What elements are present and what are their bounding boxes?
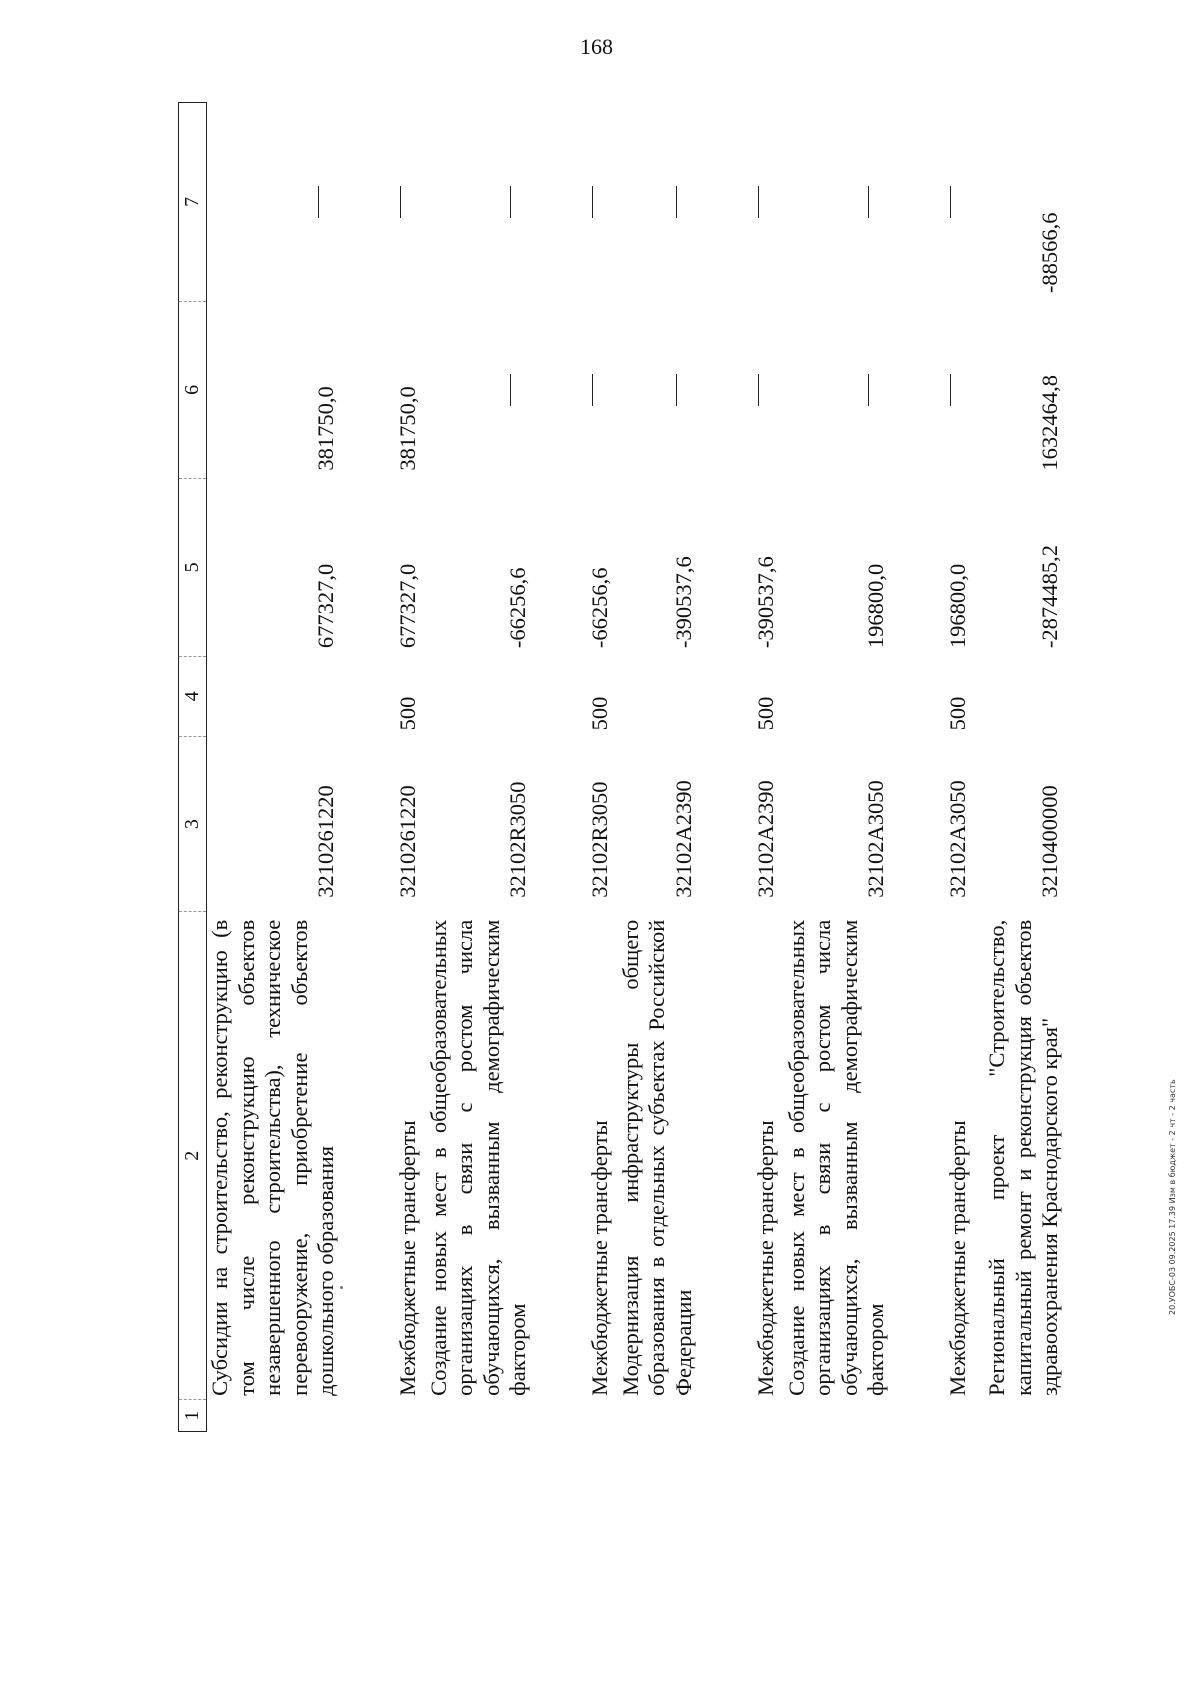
dash-mark bbox=[950, 374, 951, 406]
row-vr: 500 bbox=[395, 696, 421, 731]
row-code: 32102A3050 bbox=[945, 780, 971, 898]
row-vr bbox=[426, 656, 536, 736]
row-col5: 677327,0 bbox=[395, 563, 421, 649]
dash-mark bbox=[592, 186, 593, 218]
table-row bbox=[426, 103, 536, 1432]
row-code: 3210261220 bbox=[395, 785, 421, 898]
header-cell: 7 bbox=[179, 103, 207, 302]
table-row bbox=[344, 103, 426, 1432]
table-row bbox=[784, 103, 894, 1432]
row-description: Создание новых мест в общеобразовательных организациях в связи с ростом числа обучающихся, вызванным демографическим фактором bbox=[783, 919, 889, 1396]
row-col7 bbox=[784, 103, 894, 302]
header-cell: 5 bbox=[179, 479, 207, 656]
row-description: Межбюджетные трансферты bbox=[395, 1120, 421, 1396]
dash-mark bbox=[868, 186, 869, 218]
row-col6: 1632464,8 bbox=[1037, 375, 1063, 471]
table-row bbox=[618, 103, 702, 1432]
header-cell: 6 bbox=[179, 301, 207, 478]
header-row bbox=[179, 103, 207, 1432]
row-col7 bbox=[344, 103, 426, 302]
row-col6: 381750,0 bbox=[395, 386, 421, 471]
row-col5: 196800,0 bbox=[945, 563, 971, 649]
footer-stamp: 20.УОБС-03 09.2025 17.39 Изм в бюджет - 2 чт - 2 часть bbox=[1168, 1079, 1177, 1315]
table-row bbox=[894, 103, 976, 1432]
row-vr bbox=[618, 656, 702, 736]
row-col6 bbox=[784, 301, 894, 478]
dash-mark bbox=[592, 374, 593, 406]
row-col7 bbox=[894, 103, 976, 302]
row-description: Модернизация инфраструктуры общего образования в отдельных субъектах Российской Федерации bbox=[617, 919, 697, 1396]
row-col7 bbox=[702, 103, 784, 302]
row-col5: 196800,0 bbox=[863, 563, 889, 649]
header-cell: 3 bbox=[179, 736, 207, 911]
header-cell: 2 bbox=[179, 912, 207, 1400]
row-col5: -2874485,2 bbox=[1037, 544, 1063, 649]
row-col5: -66256,6 bbox=[505, 567, 531, 649]
table-row bbox=[207, 103, 344, 1432]
budget-table-rotated bbox=[178, 102, 1063, 1432]
row-col7 bbox=[207, 103, 344, 302]
row-vr: 500 bbox=[945, 696, 971, 731]
row-col7 bbox=[536, 103, 618, 302]
dash-mark bbox=[676, 186, 677, 218]
row-col7 bbox=[426, 103, 536, 302]
dash-mark bbox=[758, 374, 759, 406]
row-col6 bbox=[536, 301, 618, 478]
row-col6 bbox=[894, 301, 976, 478]
dash-mark bbox=[758, 186, 759, 218]
page-number: 168 bbox=[580, 34, 613, 59]
row-vr bbox=[784, 656, 894, 736]
row-code: 32102A2390 bbox=[753, 780, 779, 898]
row-col7 bbox=[618, 103, 702, 302]
row-vr bbox=[976, 656, 1068, 736]
row-col6 bbox=[426, 301, 536, 478]
row-col7: -88566,6 bbox=[1037, 212, 1063, 294]
row-code: 32102A2390 bbox=[671, 780, 697, 898]
row-vr bbox=[207, 656, 344, 736]
row-code: 32102R3050 bbox=[505, 781, 531, 898]
dash-mark bbox=[510, 374, 511, 406]
row-code: 32102A3050 bbox=[863, 780, 889, 898]
dash-mark bbox=[868, 374, 869, 406]
table-row bbox=[976, 103, 1068, 1432]
row-description: Межбюджетные трансферты bbox=[587, 1120, 613, 1396]
scan-speck bbox=[340, 1286, 343, 1289]
header-cell: 1 bbox=[179, 1400, 207, 1432]
dash-mark bbox=[676, 374, 677, 406]
dash-mark bbox=[318, 186, 319, 218]
row-description: Субсидии на строительство, реконструкцию (в том числе реконструкцию объектов незавершенного строительства), техническое перевооружение, приобретение объектов дошкольного образования bbox=[207, 919, 339, 1396]
row-code: 3210261220 bbox=[313, 785, 339, 898]
row-col6: 381750,0 bbox=[313, 386, 339, 471]
row-description: Региональный проект "Строительство, капитальный ремонт и реконструкция объектов здравоохранения Краснодарского края" bbox=[984, 919, 1063, 1396]
row-col6 bbox=[702, 301, 784, 478]
dash-mark bbox=[400, 186, 401, 218]
row-description: Межбюджетные трансферты bbox=[945, 1120, 971, 1396]
row-col5: -66256,6 bbox=[587, 567, 613, 649]
budget-table bbox=[178, 102, 1068, 1432]
table-row bbox=[702, 103, 784, 1432]
row-vr: 500 bbox=[753, 696, 779, 731]
table-row bbox=[536, 103, 618, 1432]
dash-mark bbox=[510, 186, 511, 218]
header-cell: 4 bbox=[179, 656, 207, 736]
row-col6 bbox=[618, 301, 702, 478]
row-code: 32102R3050 bbox=[587, 781, 613, 898]
row-col5: 677327,0 bbox=[313, 563, 339, 649]
row-vr: 500 bbox=[587, 696, 613, 731]
row-description: Межбюджетные трансферты bbox=[753, 1120, 779, 1396]
row-col5: -390537,6 bbox=[753, 556, 779, 649]
row-code: 3210400000 bbox=[1037, 785, 1063, 898]
row-description: Создание новых мест в общеобразовательных организациях в связи с ростом числа обучающихся, вызванным демографическим фактором bbox=[425, 919, 531, 1396]
dash-mark bbox=[950, 186, 951, 218]
row-col5: -390537,6 bbox=[671, 556, 697, 649]
